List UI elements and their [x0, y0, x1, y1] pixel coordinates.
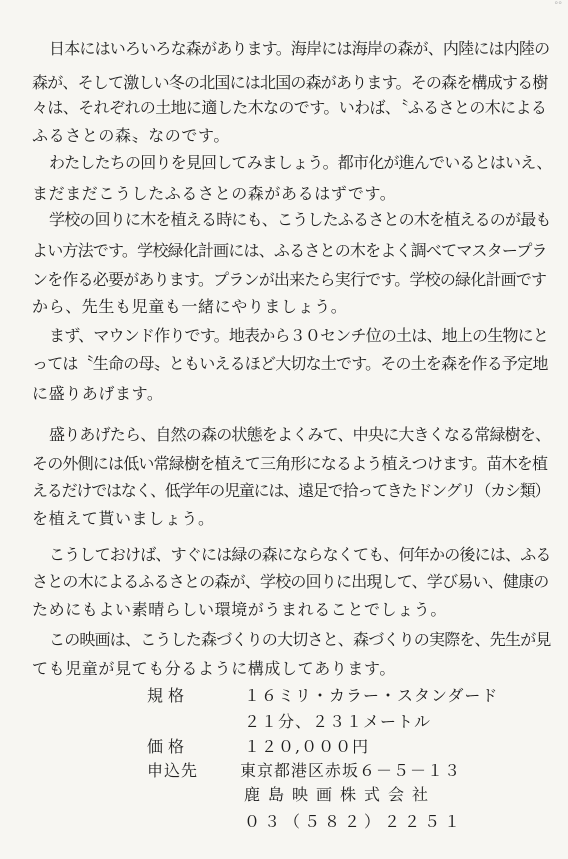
- text-line: えるだけではなく、低学年の児童には、遠足で拾ってきたドングリ（カシ類）: [32, 481, 550, 500]
- text-line: 々は、それぞれの土地に適した木なのです。いわば、〝ふるさとの木による: [32, 98, 547, 117]
- format-value-length: ２１分、２３１メートル: [244, 712, 432, 731]
- text-line: まだまだこうしたふるさとの森があるはずです。: [32, 184, 397, 203]
- corner-pencil-mark: ᐤᐤ: [554, 0, 562, 11]
- apply-address: 東京都港区赤坂６－５－１３: [240, 761, 462, 780]
- text-line: 森が、そして激しい冬の北国には北国の森があります。その森を構成する樹: [32, 73, 548, 92]
- price-label: 価格: [147, 737, 190, 756]
- text-line: 日本にはいろいろな森があります。海岸には海岸の森が、内陸には内陸の: [49, 39, 550, 58]
- format-value-film: １６ミリ・カラー・スタンダード: [244, 686, 499, 705]
- apply-label: 申込先: [147, 761, 199, 780]
- text-line: ためにもよい素晴らしい環境がうまれることでしょう。: [32, 600, 448, 619]
- price-value: １２０,０００円: [244, 737, 370, 756]
- company-name: 鹿島映画株式会社: [244, 785, 437, 804]
- phone-number: ０３（５８２）２２５１: [244, 812, 465, 831]
- text-line: っては〝生命の母〟ともいえるほど大切な土です。その土を森を作る予定地: [32, 354, 548, 373]
- text-line: この映画は、こうした森づくりの大切さと、森づくりの実際を、先生が見: [49, 630, 551, 649]
- text-line: から、先生も児童も一緒にやりましょう。: [32, 297, 348, 316]
- text-line: 学校の回りに木を植える時にも、こうしたふるさとの木を植えるのが最も: [49, 210, 551, 229]
- format-label: 規格: [147, 686, 190, 705]
- text-line: 盛りあげたら、自然の森の状態をよくみて、中央に大きくなる常緑樹を、: [49, 425, 551, 444]
- text-line: さとの木によるふるさとの森が、学校の回りに出現して、学び易い、健康の: [32, 572, 549, 591]
- text-line: ふるさとの森〟なのです。: [32, 126, 230, 145]
- text-line: よい方法です。学校緑化計画には、ふるさとの木をよく調べてマスタープラ: [32, 241, 547, 260]
- text-line: ンを作る必要があります。プランが出来たら実行です。学校の緑化計画です: [32, 270, 547, 289]
- text-line: その外側には低い常緑樹を植えて三角形になるよう植えつけます。苗木を植: [32, 454, 548, 473]
- text-line: を植えて貰いましょう。: [32, 509, 215, 528]
- text-line: こうしておけば、すぐには緑の森にならなくても、何年かの後には、ふる: [49, 545, 551, 564]
- text-line: わたしたちの回りを見回してみましょう。都市化が進んでいるとはいえ、: [49, 153, 552, 172]
- text-line: ても児童が見ても分るように構成してあります。: [32, 659, 396, 678]
- text-line: に盛りあげます。: [32, 384, 164, 403]
- text-line: まず、マウンド作りです。地表から３０センチ位の土は、地上の生物にと: [49, 326, 549, 345]
